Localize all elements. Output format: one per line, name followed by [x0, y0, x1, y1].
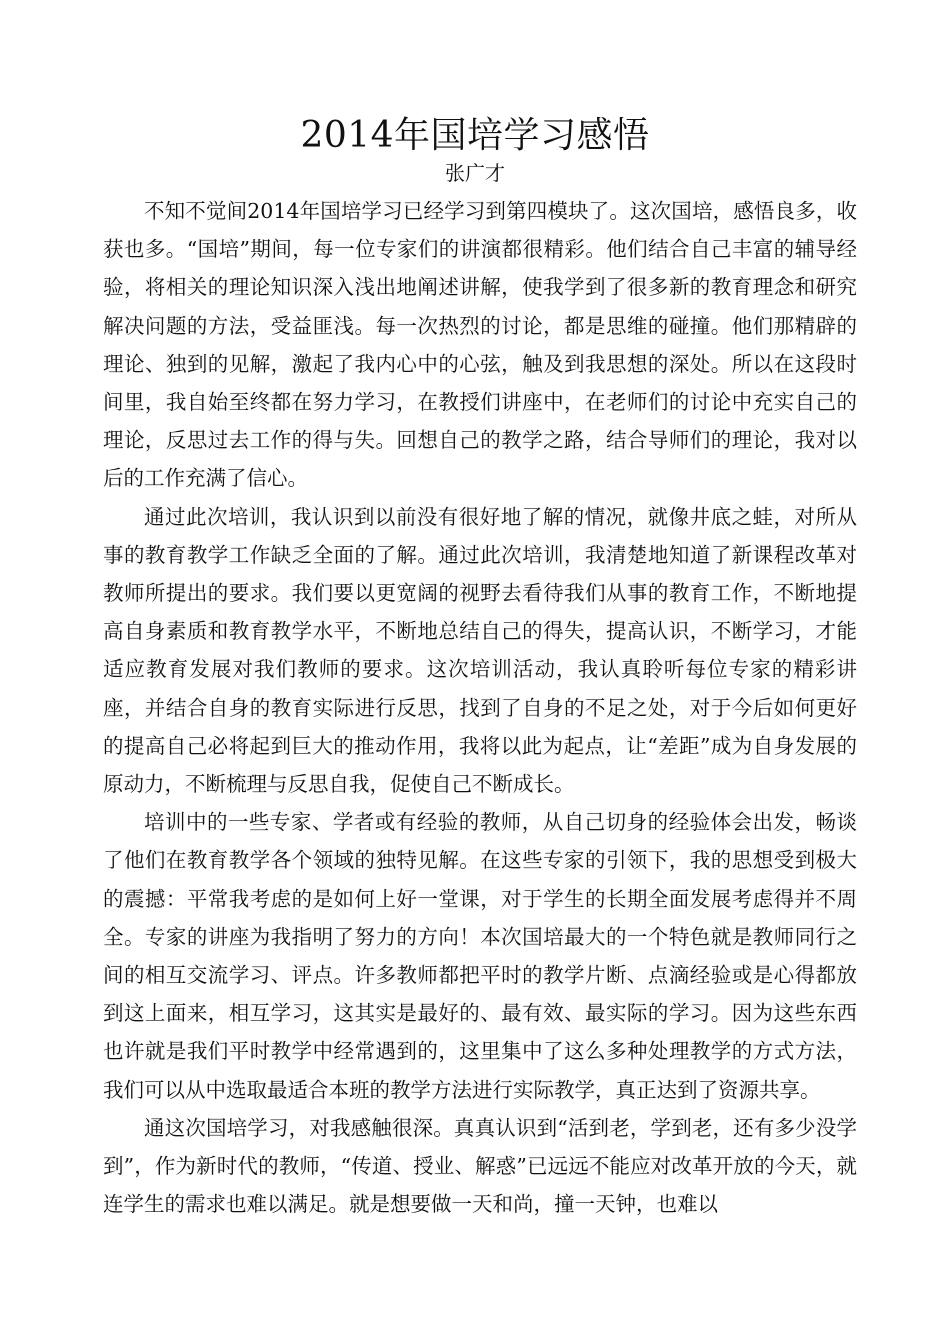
paragraph-4: 通这次国培学习，对我感触很深。真真认识到“活到老，学到老，还有多少没学到”，作为新时代的教师，“传道、授业、解惑”已远远不能应对改革开放的今天，就连学生的需求也难以满足。就是想要做一天和尚，撞一天钟，也难以: [103, 1115, 857, 1217]
paragraph-3: 培训中的一些专家、学者或有经验的教师，从自己切身的经验体会出发，畅谈了他们在教育教学各个领域的独特见解。在这些专家的引领下，我的思想受到极大的震撼：平常我考虑的是如何上好一堂课，对于学生的长期全面发展考虑得并不周全。专家的讲座为我指明了努力的方向！本次国培最大的一个特色就是教师同行之间的相互交流学习、评点。许多教师都把平时的教学片断、点滴经验或是心得都放到这上面来，相互学习，这其实是最好的、最有效、最实际的学习。因为这些东西也许就是我们平时教学中经常遇到的，这里集中了这么多种处理教学的方式方法，我们可以从中选取最适合本班的教学方法进行实际教学，真正达到了资源共享。: [103, 810, 857, 1102]
document-body: [103, 192, 857, 1223]
paragraph-1: 不知不觉间2014年国培学习已经学习到第四模块了。这次国培，感悟良多，收获也多。“国培”期间，每一位专家们的讲演都很精彩。他们结合自己丰富的辅导经验，将相关的理论知识深入浅出地阐述讲解，使我学到了很多新的教育理念和研究解决问题的方法，受益匪浅。每一次热烈的讨论，都是思维的碰撞。他们那精辟的理论、独到的见解，激起了我内心中的心弦，触及到我思想的深处。所以在这段时间里，我自始至终都在努力学习，在教授们讲座中，在老师们的讨论中充实自己的理论，反思过去工作的得与失。回想自己的教学之路，结合导师们的理论，我对以后的工作充满了信心。: [103, 199, 857, 491]
paragraph-2: 通过此次培训，我认识到以前没有很好地了解的情况，就像井底之蛙，对所从事的教育教学工作缺乏全面的了解。通过此次培训，我清楚地知道了新课程改革对教师所提出的要求。我们要以更宽阔的视野去看待我们从事的教育工作，不断地提高自身素质和教育教学水平，不断地总结自己的得失，提高认识，不断学习，才能适应教育发展对我们教师的要求。这次培训活动，我认真聆听每位专家的精彩讲座，并结合自身的教育实际进行反思，找到了自身的不足之处，对于今后如何更好的提高自己必将起到巨大的推动作用，我将以此为起点，让“差距”成为自身发展的原动力，不断梳理与反思自我，促使自己不断成长。: [103, 504, 857, 797]
author-name: 张广才: [445, 161, 505, 185]
document-title: 2014年国培学习感悟: [300, 115, 650, 156]
